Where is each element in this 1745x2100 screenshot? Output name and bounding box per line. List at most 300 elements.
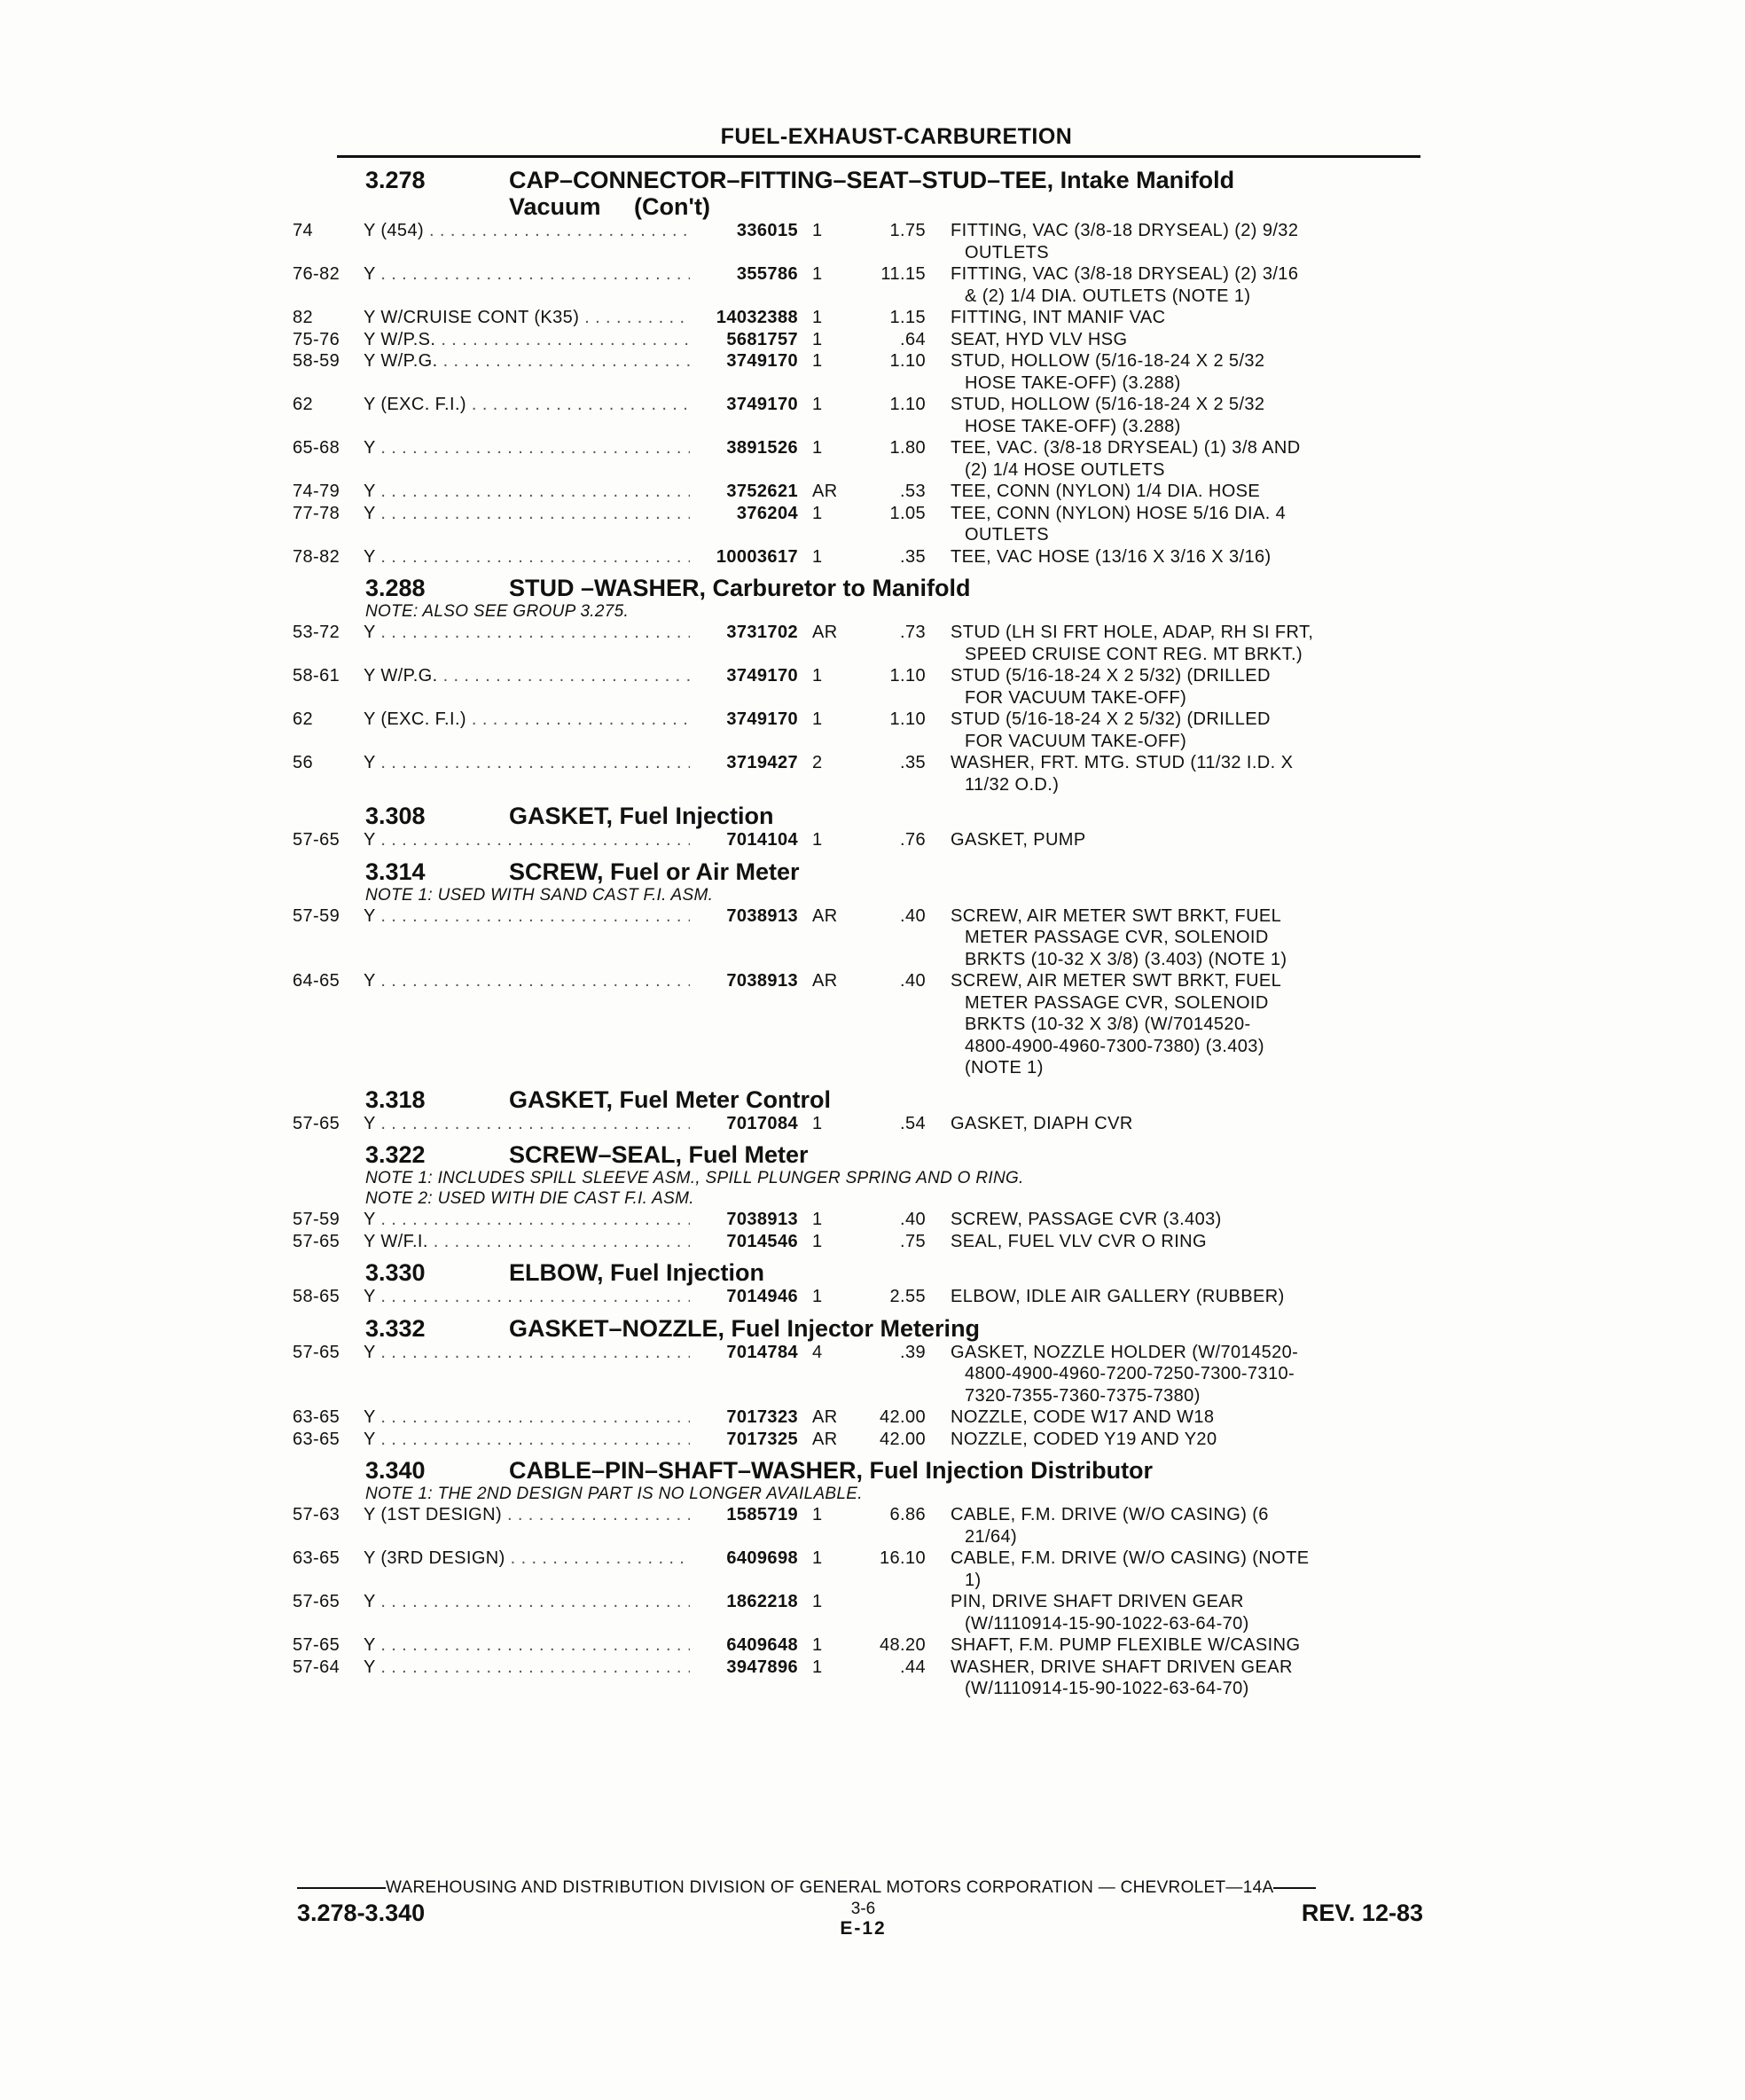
part-row — [293, 622, 1420, 665]
description-line: SEAL, FUEL VLV CVR O RING — [951, 1231, 1207, 1251]
part-years: 56 — [293, 753, 314, 772]
page-title: FUEL-EXHAUST-CARBURETION — [720, 124, 1073, 149]
part-years: 57-65 — [293, 1592, 340, 1611]
part-years: 57-65 — [293, 1635, 340, 1655]
part-application: Y W/F.I. . . . — [364, 1231, 690, 1253]
part-price: .64 — [899, 329, 926, 349]
part-price: 11.15 — [880, 264, 926, 284]
part-row — [293, 394, 1420, 437]
part-description — [926, 752, 1420, 795]
part-price: .39 — [899, 1342, 926, 1362]
part-application: Y . . . — [364, 1342, 690, 1407]
section-title — [509, 575, 1420, 601]
part-application: Y . . . — [364, 1634, 690, 1657]
part-row — [293, 1113, 1420, 1135]
part-description — [926, 1634, 1420, 1657]
part-number: 3749170 — [726, 666, 798, 686]
footer-revision: REV. 12-83 — [1301, 1900, 1423, 1926]
description-line: TEE, VAC HOSE (13/16 X 3/16 X 3/16) — [951, 546, 1272, 567]
footer-page-block — [840, 1900, 886, 1939]
part-price: 1.05 — [889, 503, 926, 523]
description-line: FITTING, VAC (3/8-18 DRYSEAL) (2) 9/32 — [951, 221, 1299, 240]
part-number: 3731702 — [726, 623, 798, 642]
part-quantity: 1 — [812, 395, 823, 414]
part-description — [926, 1548, 1420, 1591]
part-quantity: 1 — [812, 1505, 823, 1524]
part-application: Y . . . — [364, 752, 690, 795]
part-row — [293, 329, 1420, 351]
part-years: 58-59 — [293, 351, 340, 371]
part-number: 7038913 — [726, 905, 798, 926]
section-title — [509, 1315, 1420, 1342]
part-years: 57-64 — [293, 1657, 340, 1677]
description-line: (W/1110914-15-90-1022-63-64-70) — [965, 1679, 1249, 1698]
description-line: SHAFT, F.M. PUMP FLEXIBLE W/CASING — [951, 1635, 1301, 1655]
description-line: TEE, CONN (NYLON) 1/4 DIA. HOSE — [951, 482, 1261, 501]
part-quantity: 1 — [812, 1210, 823, 1229]
section-3-288 — [293, 575, 1420, 795]
description-line: (NOTE 1) — [965, 1058, 1044, 1077]
part-application: Y . . . — [364, 1286, 690, 1308]
part-number: 7038913 — [726, 1210, 798, 1229]
part-application: Y . . . — [364, 263, 690, 307]
part-description — [926, 1286, 1420, 1308]
part-number: 7014946 — [726, 1287, 798, 1306]
part-years: 57-63 — [293, 1505, 340, 1524]
section-number: 3.332 — [365, 1314, 426, 1342]
part-number: 14032388 — [716, 308, 798, 327]
description-line: 4800-4900-4960-7200-7250-7300-7310- — [965, 1364, 1295, 1383]
part-application: Y . . . — [364, 1407, 690, 1429]
part-quantity: 1 — [812, 1113, 823, 1133]
section-heading — [293, 803, 1420, 829]
section-3-340 — [293, 1457, 1420, 1700]
part-quantity: 1 — [812, 1548, 823, 1568]
description-line: GASKET, DIAPH CVR — [951, 1113, 1133, 1133]
section-note: NOTE: ALSO SEE GROUP 3.275. — [365, 602, 630, 621]
description-line: & (2) 1/4 DIA. OUTLETS (NOTE 1) — [965, 286, 1251, 306]
part-row — [293, 220, 1420, 263]
description-line: CABLE, F.M. DRIVE (W/O CASING) (NOTE — [951, 1548, 1310, 1568]
section-3-330 — [293, 1259, 1420, 1308]
part-number: 3749170 — [726, 395, 798, 414]
part-description — [926, 1209, 1420, 1231]
description-line: WASHER, FRT. MTG. STUD (11/32 I.D. X — [951, 753, 1294, 772]
part-quantity: 1 — [812, 1657, 823, 1677]
description-line: STUD, HOLLOW (5/16-18-24 X 2 5/32 — [951, 395, 1265, 414]
footer-division: WAREHOUSING AND DISTRIBUTION DIVISION OF GENERAL MOTORS CORPORATION — CHEVROLET—14A — [386, 1878, 1274, 1897]
part-application: Y . . . — [364, 1429, 690, 1451]
section-note: NOTE 1: USED WITH SAND CAST F.I. ASM. — [365, 885, 714, 905]
part-price: .54 — [899, 1113, 926, 1133]
part-row — [293, 307, 1420, 329]
description-line: METER PASSAGE CVR, SOLENOID — [965, 992, 1269, 1013]
part-number: 3719427 — [726, 753, 798, 772]
part-description — [926, 622, 1420, 665]
section-title — [509, 1086, 1420, 1113]
part-price: 1.10 — [889, 709, 926, 729]
footer-dash-left — [297, 1887, 386, 1889]
part-application: Y . . . — [364, 829, 690, 851]
part-application: Y (3RD DESIGN) . . . — [364, 1548, 690, 1591]
part-application: Y . . . — [364, 546, 690, 568]
part-row — [293, 1231, 1420, 1253]
part-number: 6409648 — [726, 1635, 798, 1655]
part-description — [926, 1407, 1420, 1429]
part-quantity: 1 — [812, 546, 823, 567]
description-line: TEE, VAC. (3/8-18 DRYSEAL) (1) 3/8 AND — [951, 438, 1301, 458]
part-quantity: 1 — [812, 1635, 823, 1655]
description-line: OUTLETS — [965, 242, 1050, 262]
part-quantity: 1 — [812, 503, 823, 523]
section-number: 3.278 — [365, 167, 426, 193]
section-heading — [293, 1141, 1420, 1168]
description-line: 1) — [965, 1570, 982, 1590]
part-quantity: AR — [812, 1407, 838, 1427]
section-title-line: SCREW–SEAL, Fuel Meter — [509, 1141, 809, 1168]
part-years: 57-59 — [293, 905, 340, 926]
description-line: METER PASSAGE CVR, SOLENOID — [965, 928, 1269, 947]
section-heading — [293, 858, 1420, 885]
part-description — [926, 1657, 1420, 1700]
part-price: 1.80 — [889, 438, 926, 458]
part-application: Y . . . — [364, 1209, 690, 1231]
part-years: 78-82 — [293, 546, 340, 567]
section-title — [509, 1457, 1420, 1484]
part-number: 5681757 — [726, 329, 798, 349]
part-description — [926, 437, 1420, 481]
part-row — [293, 1657, 1420, 1700]
part-description — [926, 1429, 1420, 1451]
description-line: STUD (5/16-18-24 X 2 5/32) (DRILLED — [951, 709, 1271, 729]
section-title-line: GASKET, Fuel Meter Control — [509, 1085, 832, 1113]
part-application: Y . . . — [364, 503, 690, 546]
part-quantity: 1 — [812, 351, 823, 371]
part-number: 3891526 — [726, 438, 798, 458]
part-row — [293, 1209, 1420, 1231]
part-application: Y . . . — [364, 905, 690, 971]
part-number: 7017323 — [726, 1407, 798, 1427]
section-title-line: ELBOW, Fuel Injection — [509, 1259, 765, 1286]
part-price: .35 — [899, 753, 926, 772]
part-description — [926, 503, 1420, 546]
section-title — [509, 167, 1420, 220]
part-quantity: 2 — [812, 753, 823, 772]
part-years: 76-82 — [293, 264, 340, 284]
description-line: TEE, CONN (NYLON) HOSE 5/16 DIA. 4 — [951, 503, 1287, 523]
part-application: Y W/CRUISE CONT (K35) . . . — [364, 307, 690, 329]
part-description — [926, 329, 1420, 351]
part-number: 336015 — [736, 221, 798, 240]
section-number: 3.340 — [365, 1457, 426, 1484]
part-price: .40 — [899, 905, 926, 926]
part-number: 7014546 — [726, 1231, 798, 1251]
description-line: (W/1110914-15-90-1022-63-64-70) — [965, 1613, 1249, 1634]
description-line: STUD (5/16-18-24 X 2 5/32) (DRILLED — [951, 666, 1271, 686]
part-quantity: 1 — [812, 438, 823, 458]
part-description — [926, 1591, 1420, 1634]
section-title-line: STUD –WASHER, Carburetor to Manifold — [509, 575, 971, 601]
part-description — [926, 665, 1420, 709]
part-application: Y W/P.G. . . . — [364, 665, 690, 709]
catalog-page — [293, 124, 1420, 1700]
part-price: 6.86 — [889, 1505, 926, 1524]
part-row — [293, 546, 1420, 568]
part-row — [293, 1429, 1420, 1451]
part-years: 62 — [293, 395, 314, 414]
part-number: 7017084 — [726, 1113, 798, 1133]
part-price: 1.10 — [889, 351, 926, 371]
part-number: 6409698 — [726, 1548, 798, 1568]
part-quantity: 1 — [812, 221, 823, 240]
part-row — [293, 350, 1420, 394]
part-years: 57-65 — [293, 1113, 340, 1133]
part-price: 42.00 — [879, 1407, 926, 1427]
description-line: NOZZLE, CODE W17 AND W18 — [951, 1407, 1215, 1427]
part-quantity: 4 — [812, 1342, 823, 1362]
part-number: 7017325 — [726, 1429, 798, 1449]
section-number: 3.318 — [365, 1085, 426, 1113]
description-line: GASKET, NOZZLE HOLDER (W/7014520- — [951, 1342, 1299, 1362]
section-number: 3.322 — [365, 1141, 426, 1168]
section-heading — [293, 1259, 1420, 1286]
section-3-308 — [293, 803, 1420, 851]
part-number: 1862218 — [726, 1592, 798, 1611]
part-application: Y (1ST DESIGN) . . . — [364, 1504, 690, 1548]
description-line: FOR VACUUM TAKE-OFF) — [965, 731, 1187, 751]
part-price: 48.20 — [879, 1635, 926, 1655]
part-description — [926, 307, 1420, 329]
part-number: 7014784 — [726, 1342, 798, 1362]
description-line: SPEED CRUISE CONT REG. MT BRKT.) — [965, 644, 1303, 664]
part-row — [293, 1342, 1420, 1407]
part-row — [293, 829, 1420, 851]
part-description — [926, 546, 1420, 568]
part-number: 3749170 — [726, 351, 798, 371]
part-quantity: AR — [812, 1429, 838, 1449]
description-line: SCREW, PASSAGE CVR (3.403) — [951, 1210, 1222, 1229]
part-description — [926, 970, 1420, 1079]
part-years: 58-65 — [293, 1287, 340, 1306]
section-title — [509, 1259, 1420, 1286]
description-line: FOR VACUUM TAKE-OFF) — [965, 687, 1187, 708]
part-application: Y W/P.G. . . . — [364, 350, 690, 394]
part-row — [293, 1591, 1420, 1634]
section-heading — [293, 1457, 1420, 1484]
part-number: 3752621 — [726, 482, 798, 501]
section-title-continued: Vacuum (Con't) — [509, 193, 710, 220]
description-line: HOSE TAKE-OFF) (3.288) — [965, 372, 1181, 393]
part-row — [293, 1548, 1420, 1591]
part-quantity: 1 — [812, 1231, 823, 1251]
part-quantity: 1 — [812, 264, 823, 284]
title-rule — [337, 155, 1420, 158]
part-price: 1.15 — [889, 308, 926, 327]
part-row — [293, 665, 1420, 709]
part-quantity: 1 — [812, 1592, 823, 1611]
part-years: 74-79 — [293, 482, 340, 501]
part-price: .40 — [899, 971, 926, 991]
footer-page-number: 3-6 — [850, 1900, 876, 1918]
description-line: STUD, HOLLOW (5/16-18-24 X 2 5/32 — [951, 351, 1265, 371]
part-years: 53-72 — [293, 623, 340, 642]
part-application: Y . . . — [364, 1591, 690, 1634]
part-application: Y (EXC. F.I.) . . . — [364, 709, 690, 752]
section-title-line: SCREW, Fuel or Air Meter — [509, 858, 800, 885]
part-years: 63-65 — [293, 1407, 340, 1427]
description-line: BRKTS (10-32 X 3/8) (W/7014520- — [965, 1015, 1251, 1034]
part-quantity: 1 — [812, 830, 823, 850]
section-heading — [293, 1315, 1420, 1342]
part-row — [293, 905, 1420, 971]
part-row — [293, 481, 1420, 503]
description-line: ELBOW, IDLE AIR GALLERY (RUBBER) — [951, 1287, 1285, 1306]
part-application: Y (EXC. F.I.) . . . — [364, 394, 690, 437]
part-price: 42.00 — [879, 1429, 926, 1449]
part-description — [926, 394, 1420, 437]
section-3-314 — [293, 858, 1420, 1079]
part-years: 74 — [293, 221, 314, 240]
part-number: 7038913 — [726, 971, 798, 991]
part-price: .40 — [899, 1210, 926, 1229]
part-description — [926, 263, 1420, 307]
description-line: 21/64) — [965, 1526, 1018, 1547]
part-number: 355786 — [736, 264, 798, 284]
part-price: .53 — [899, 482, 926, 501]
part-row — [293, 752, 1420, 795]
description-line: 4800-4900-4960-7300-7380) (3.403) — [965, 1036, 1264, 1056]
part-row — [293, 970, 1420, 1079]
description-line: CABLE, F.M. DRIVE (W/O CASING) (6 — [951, 1505, 1269, 1524]
description-line: SCREW, AIR METER SWT BRKT, FUEL — [951, 905, 1282, 926]
part-years: 57-65 — [293, 1231, 340, 1251]
part-years: 63-65 — [293, 1429, 340, 1449]
part-years: 77-78 — [293, 503, 340, 523]
part-application: Y . . . — [364, 622, 690, 665]
part-description — [926, 1504, 1420, 1548]
part-quantity: AR — [812, 971, 838, 991]
part-description — [926, 220, 1420, 263]
section-number: 3.330 — [365, 1259, 426, 1286]
description-line: FITTING, VAC (3/8-18 DRYSEAL) (2) 3/16 — [951, 264, 1299, 284]
part-number: 7014104 — [726, 830, 798, 850]
description-line: STUD (LH SI FRT HOLE, ADAP, RH SI FRT, — [951, 623, 1314, 642]
part-description — [926, 829, 1420, 851]
part-number: 376204 — [736, 503, 798, 523]
part-number: 3749170 — [726, 709, 798, 729]
part-row — [293, 1504, 1420, 1548]
footer-range: 3.278-3.340 — [297, 1900, 426, 1926]
part-description — [926, 905, 1420, 971]
part-row — [293, 263, 1420, 307]
part-quantity: AR — [812, 623, 838, 642]
part-application: Y . . . — [364, 437, 690, 481]
description-line: GASKET, PUMP — [951, 830, 1086, 850]
footer-dash-right — [1273, 1887, 1316, 1889]
part-number: 10003617 — [716, 546, 798, 567]
section-title-line: GASKET, Fuel Injection — [509, 803, 774, 829]
part-row — [293, 1407, 1420, 1429]
part-price: .75 — [899, 1231, 926, 1251]
footer-page-code: E-12 — [840, 1918, 887, 1939]
description-line: WASHER, DRIVE SHAFT DRIVEN GEAR — [951, 1657, 1293, 1677]
part-years: 57-65 — [293, 1342, 340, 1362]
part-price: 1.10 — [889, 666, 926, 686]
footer-row — [297, 1900, 1423, 1939]
part-quantity: 1 — [812, 329, 823, 349]
part-price: .76 — [899, 830, 926, 850]
section-note: NOTE 2: USED WITH DIE CAST F.I. ASM. — [365, 1189, 694, 1208]
part-application: Y . . . — [364, 1113, 690, 1135]
part-years: 62 — [293, 709, 314, 729]
part-price: 16.10 — [879, 1548, 926, 1568]
part-application: Y . . . — [364, 970, 690, 1079]
part-application: Y (454) . . . — [364, 220, 690, 263]
page-footer — [297, 1878, 1423, 1939]
part-description — [926, 1231, 1420, 1253]
section-title — [509, 858, 1420, 885]
section-heading — [293, 575, 1420, 601]
part-application: Y . . . — [364, 1657, 690, 1700]
part-price: .44 — [899, 1657, 926, 1677]
section-note: NOTE 1: INCLUDES SPILL SLEEVE ASM., SPILL PLUNGER SPRING AND O RING. — [365, 1169, 1024, 1187]
part-quantity: 1 — [812, 709, 823, 729]
part-description — [926, 350, 1420, 394]
description-line: SCREW, AIR METER SWT BRKT, FUEL — [951, 971, 1282, 991]
part-row — [293, 437, 1420, 481]
description-line: OUTLETS — [965, 525, 1050, 545]
description-line: PIN, DRIVE SHAFT DRIVEN GEAR — [951, 1592, 1244, 1611]
section-title-line: CAP–CONNECTOR–FITTING–SEAT–STUD–TEE, Intake Manifold — [509, 167, 1235, 193]
part-row — [293, 1286, 1420, 1308]
description-line: HOSE TAKE-OFF) (3.288) — [965, 416, 1181, 436]
section-number: 3.288 — [365, 575, 426, 601]
part-description — [926, 1113, 1420, 1135]
part-price: .35 — [899, 546, 926, 567]
description-line: BRKTS (10-32 X 3/8) (3.403) (NOTE 1) — [965, 949, 1287, 969]
part-application: Y . . . — [364, 481, 690, 503]
part-years: 82 — [293, 308, 314, 327]
description-line: 7320-7355-7360-7375-7380) — [965, 1385, 1201, 1406]
part-description — [926, 481, 1420, 503]
description-line: SEAT, HYD VLV HSG — [951, 329, 1128, 349]
part-price: 2.55 — [889, 1287, 926, 1306]
part-description — [926, 1342, 1420, 1407]
part-years: 65-68 — [293, 438, 340, 458]
part-price — [867, 1591, 926, 1634]
section-title-line: CABLE–PIN–SHAFT–WASHER, Fuel Injection Distributor — [509, 1457, 1154, 1484]
part-price: 1.75 — [889, 221, 926, 240]
part-quantity: 1 — [812, 308, 823, 327]
description-line: 11/32 O.D.) — [965, 774, 1060, 795]
section-number: 3.308 — [365, 803, 426, 829]
section-title-line: GASKET–NOZZLE, Fuel Injector Metering — [509, 1314, 981, 1342]
section-note: NOTE 1: THE 2ND DESIGN PART IS NO LONGER AVAILABLE. — [365, 1485, 863, 1503]
description-line: FITTING, INT MANIF VAC — [951, 308, 1166, 327]
part-row — [293, 503, 1420, 546]
part-years: 57-65 — [293, 830, 340, 850]
part-description — [926, 709, 1420, 752]
part-years: 75-76 — [293, 329, 340, 349]
section-3-322 — [293, 1141, 1420, 1252]
parts-sections — [293, 167, 1420, 1700]
footer-division-line — [297, 1878, 1423, 1898]
part-row — [293, 709, 1420, 752]
part-price: .73 — [899, 623, 926, 642]
part-number: 1585719 — [726, 1505, 798, 1524]
part-quantity: AR — [812, 482, 838, 501]
section-3-318 — [293, 1086, 1420, 1135]
